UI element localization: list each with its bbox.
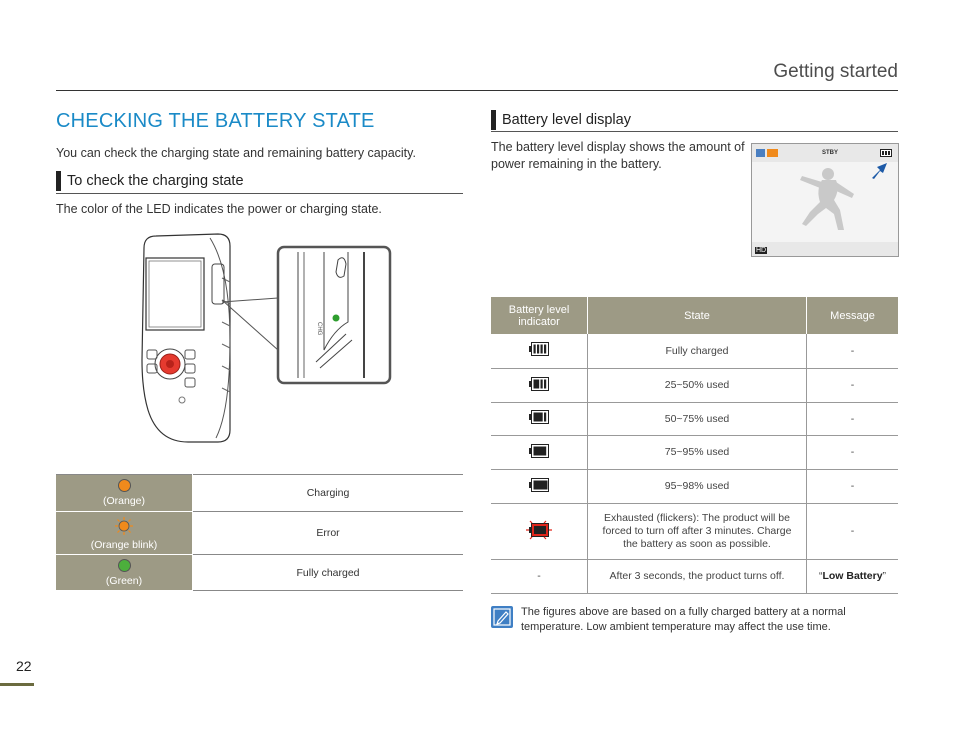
battery-heading-text: Battery level display: [502, 112, 631, 128]
heading-marker: [491, 110, 496, 130]
battery-indicator-cell: [491, 503, 588, 559]
table-row: [56, 555, 463, 591]
subheading-rule: [56, 193, 463, 194]
battery-level-table: [491, 297, 898, 594]
column-header: Battery level indicator: [491, 297, 588, 334]
battery-message: -: [807, 435, 899, 469]
table-row: [56, 512, 463, 555]
battery-indicator-cell: [491, 402, 588, 435]
battery-two-bars-icon: [529, 410, 549, 427]
section-title: CHECKING THE BATTERY STATE: [56, 110, 375, 132]
green-led-icon: [118, 559, 131, 572]
orange-blink-led-icon: [114, 516, 134, 536]
stby-text: STBY: [822, 150, 839, 156]
battery-state: 95~98% used: [588, 469, 807, 503]
note-icon: [491, 606, 513, 628]
camcorder-illustration: [138, 230, 398, 445]
chapter-title: Getting started: [773, 61, 898, 82]
battery-message-cell: [807, 559, 899, 593]
battery-message: -: [807, 334, 899, 368]
column-header: Message: [807, 297, 899, 334]
table-row: [491, 402, 898, 435]
subheading-rule: [491, 131, 898, 132]
camcorder-drawing: [138, 230, 398, 445]
page-number-rule: [0, 683, 34, 686]
orange-led-icon: [118, 479, 131, 492]
battery-message: -: [807, 503, 899, 559]
led-label: (Orange blink): [90, 538, 158, 551]
battery-state: 75~95% used: [588, 435, 807, 469]
battery-indicator-cell: [491, 334, 588, 368]
led-state-table: [56, 474, 463, 591]
led-state: Charging: [193, 475, 464, 512]
battery-indicator-cell: [491, 368, 588, 402]
quote-close: ”: [882, 570, 887, 582]
mode-icon: [756, 149, 765, 157]
led-label: (Orange): [102, 495, 145, 507]
led-cell: [56, 555, 193, 591]
table-row: [491, 559, 898, 593]
page-number: 22: [16, 658, 32, 674]
battery-message: -: [807, 368, 899, 402]
charging-heading-text: To check the charging state: [67, 173, 244, 189]
battery-state: 50~75% used: [588, 402, 807, 435]
table-row: [56, 475, 463, 512]
table-row: [491, 334, 898, 368]
quote-open: “: [818, 570, 823, 582]
lcd-bottom-bar: [752, 242, 898, 256]
battery-note: The figures above are based on a fully charged battery at a normal temperature. Low ambient temperature may affect the use time.: [521, 606, 846, 633]
led-label: (Green): [105, 574, 143, 587]
low-battery-message: Low Battery: [822, 570, 883, 582]
header-divider: [56, 90, 898, 91]
chg-label: CHG: [316, 322, 322, 336]
hd-badge: HD: [756, 247, 767, 254]
battery-description: The battery level display shows the amount of power remaining in the battery.: [491, 140, 745, 171]
battery-state: Fully charged: [588, 334, 807, 368]
battery-message: -: [807, 469, 899, 503]
column-header: State: [588, 297, 807, 334]
led-state: Fully charged: [193, 555, 464, 591]
battery-exhausted-flicker-icon: [524, 519, 554, 544]
battery-full-icon: [529, 342, 549, 359]
battery-indicator-cell: [491, 469, 588, 503]
dancer-silhouette: [796, 166, 866, 238]
table-row: [491, 435, 898, 469]
section-intro: You can check the charging state and remaining battery capacity.: [56, 146, 416, 160]
battery-message: -: [807, 402, 899, 435]
resolution-icon: [767, 149, 778, 157]
table-row: [491, 368, 898, 402]
led-cell: [56, 475, 193, 512]
charging-subheading: [56, 171, 463, 194]
charging-description: The color of the LED indicates the power or charging state.: [56, 202, 382, 216]
table-row: [491, 469, 898, 503]
battery-indicator-cell: [491, 435, 588, 469]
battery-three-bars-icon: [529, 377, 549, 394]
led-cell: [56, 512, 193, 555]
screen-battery-icon: [880, 149, 893, 157]
battery-empty-icon: [529, 478, 549, 495]
arrow-pointer-icon: [870, 160, 890, 180]
battery-subheading: [491, 110, 898, 132]
battery-state: After 3 seconds, the product turns off.: [588, 559, 807, 593]
battery-state: 25~50% used: [588, 368, 807, 402]
battery-one-bar-icon: [529, 444, 549, 461]
heading-marker: [56, 171, 61, 191]
lcd-screen-illustration: [751, 143, 899, 257]
battery-state: Exhausted (flickers): The product will be forced to turn off after 3 minutes. Charge the battery as soon as possible.: [588, 503, 807, 559]
battery-indicator-cell: -: [491, 559, 588, 593]
led-state: Error: [193, 512, 464, 555]
table-row: [491, 503, 898, 559]
